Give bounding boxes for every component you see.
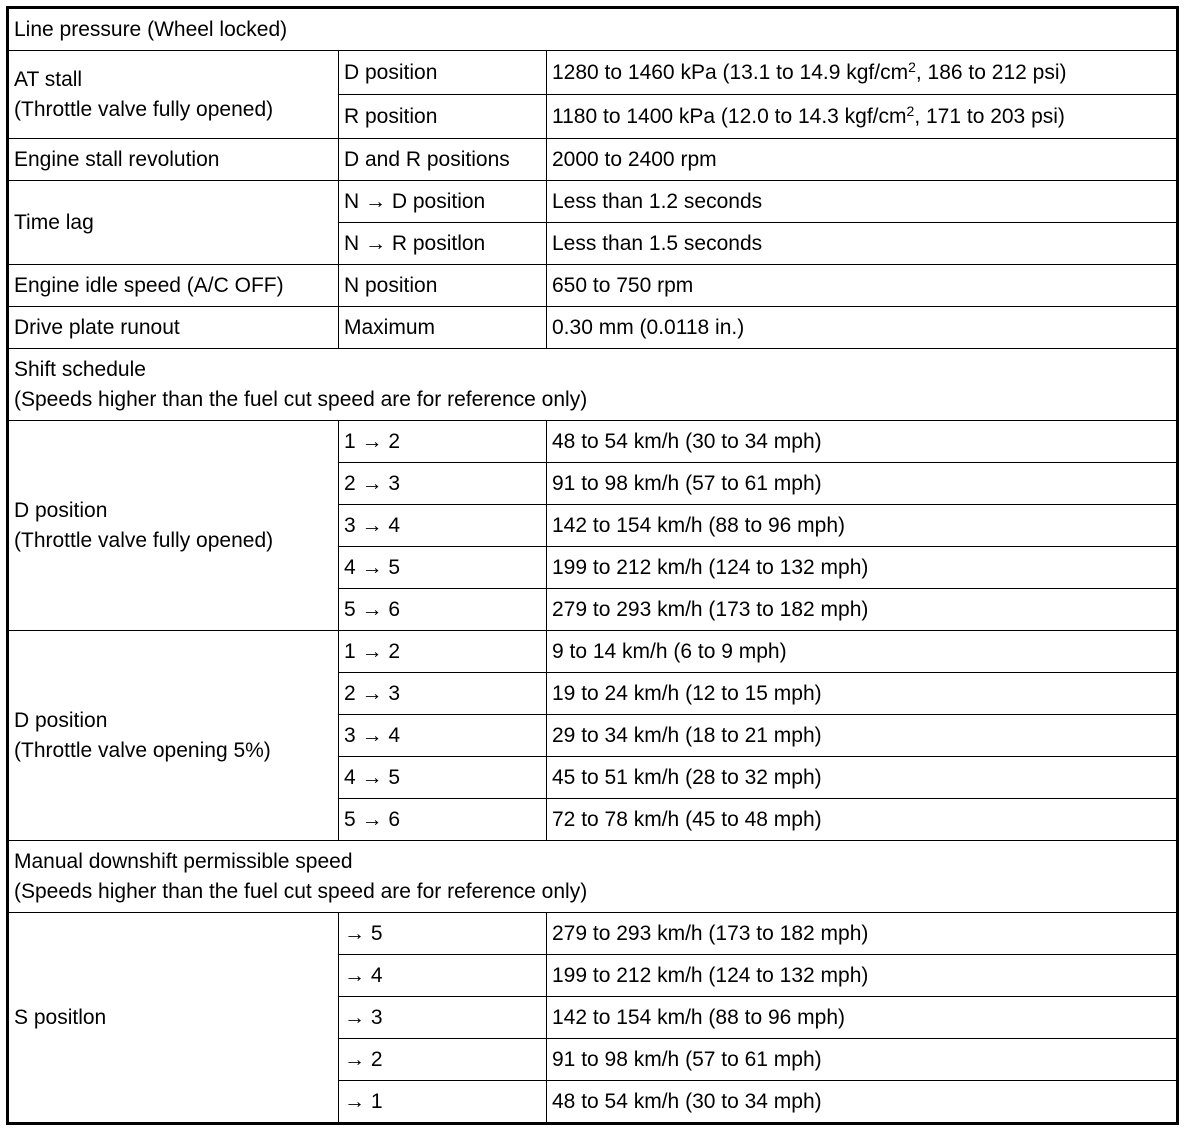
at-stall-label (8, 51, 339, 139)
spec-table (6, 6, 1179, 1125)
speed-cell: 29 to 34 km/h (18 to 21 mph) (547, 715, 1178, 757)
speed-cell: 142 to 154 km/h (88 to 96 mph) (547, 997, 1178, 1039)
runout-value: 0.30 mm (0.0118 in.) (547, 307, 1178, 349)
idle-speed-label: Engine idle speed (A/C OFF) (8, 265, 339, 307)
shift-schedule-heading (8, 349, 1178, 421)
table-row (8, 841, 1178, 913)
shift-cell: → 1 (339, 1081, 547, 1124)
at-stall-r-value: 1180 to 1400 kPa (12.0 to 14.3 kgf/$cm^2$, 171 to 203 psi) (547, 95, 1178, 139)
speed-cell: 9 to 14 km/h (6 to 9 mph) (547, 631, 1178, 673)
speed-cell: 48 to 54 km/h (30 to 34 mph) (547, 421, 1178, 463)
manual-downshift-heading-line2: (Speeds higher than the fuel cut speed are for reference only) (14, 879, 588, 903)
time-lag-nd-value: Less than 1.2 seconds (547, 181, 1178, 223)
time-lag-nd-condition: N → D position (339, 181, 547, 223)
shift-cell: 2 → 3 (339, 463, 547, 505)
table-row (8, 349, 1178, 421)
shift-cell: → 5 (339, 913, 547, 955)
shift-cell: 5 → 6 (339, 589, 547, 631)
at-stall-label-line1: AT stall (14, 67, 83, 91)
at-stall-d-value: 1280 to 1460 kPa (13.1 to 14.9 kgf/$cm^2$, 186 to 212 psi) (547, 51, 1178, 95)
shift-schedule-heading-line1: Shift schedule (14, 357, 146, 381)
speed-cell: 45 to 51 km/h (28 to 32 mph) (547, 757, 1178, 799)
table-row (8, 421, 1178, 463)
engine-stall-value: 2000 to 2400 rpm (547, 139, 1178, 181)
s-position-label: S positlon (8, 913, 339, 1124)
table-row (8, 51, 1178, 95)
time-lag-label: Time lag (8, 181, 339, 265)
full-throttle-label-line1: D position (14, 498, 108, 522)
table-row (8, 181, 1178, 223)
partial-throttle-label-line2: (Throttle valve opening 5%) (14, 738, 271, 762)
shift-cell: → 4 (339, 955, 547, 997)
table-row (8, 265, 1178, 307)
speed-cell: 199 to 212 km/h (124 to 132 mph) (547, 955, 1178, 997)
engine-stall-condition: D and R positions (339, 139, 547, 181)
speed-cell: 199 to 212 km/h (124 to 132 mph) (547, 547, 1178, 589)
shift-cell: 1 → 2 (339, 421, 547, 463)
idle-speed-condition: N position (339, 265, 547, 307)
shift-cell: 1 → 2 (339, 631, 547, 673)
partial-throttle-label-line1: D position (14, 708, 108, 732)
table-row (8, 139, 1178, 181)
shift-cell: 3 → 4 (339, 715, 547, 757)
manual-downshift-heading (8, 841, 1178, 913)
speed-cell: 142 to 154 km/h (88 to 96 mph) (547, 505, 1178, 547)
at-stall-label-line2: (Throttle valve fully opened) (14, 97, 274, 121)
table-row (8, 913, 1178, 955)
full-throttle-label (8, 421, 339, 631)
shift-cell: 3 → 4 (339, 505, 547, 547)
speed-cell: 279 to 293 km/h (173 to 182 mph) (547, 589, 1178, 631)
shift-cell: 2 → 3 (339, 673, 547, 715)
shift-cell: → 2 (339, 1039, 547, 1081)
at-stall-r-condition: R position (339, 95, 547, 139)
at-stall-d-condition: D position (339, 51, 547, 95)
time-lag-nr-condition: N → R positlon (339, 223, 547, 265)
speed-cell: 72 to 78 km/h (45 to 48 mph) (547, 799, 1178, 841)
shift-cell: 4 → 5 (339, 547, 547, 589)
speed-cell: 19 to 24 km/h (12 to 15 mph) (547, 673, 1178, 715)
speed-cell: 48 to 54 km/h (30 to 34 mph) (547, 1081, 1178, 1124)
table-row (8, 8, 1178, 51)
shift-schedule-heading-line2: (Speeds higher than the fuel cut speed are for reference only) (14, 387, 588, 411)
runout-label: Drive plate runout (8, 307, 339, 349)
shift-cell: → 3 (339, 997, 547, 1039)
shift-cell: 4 → 5 (339, 757, 547, 799)
manual-downshift-heading-line1: Manual downshift permissible speed (14, 849, 353, 873)
shift-cell: 5 → 6 (339, 799, 547, 841)
speed-cell: 279 to 293 km/h (173 to 182 mph) (547, 913, 1178, 955)
speed-cell: 91 to 98 km/h (57 to 61 mph) (547, 463, 1178, 505)
table-row (8, 631, 1178, 673)
time-lag-nr-value: Less than 1.5 seconds (547, 223, 1178, 265)
idle-speed-value: 650 to 750 rpm (547, 265, 1178, 307)
line-pressure-heading: Line pressure (Wheel locked) (8, 8, 1178, 51)
partial-throttle-label (8, 631, 339, 841)
runout-condition: Maximum (339, 307, 547, 349)
engine-stall-label: Engine stall revolution (8, 139, 339, 181)
speed-cell: 91 to 98 km/h (57 to 61 mph) (547, 1039, 1178, 1081)
full-throttle-label-line2: (Throttle valve fully opened) (14, 528, 274, 552)
table-row (8, 307, 1178, 349)
